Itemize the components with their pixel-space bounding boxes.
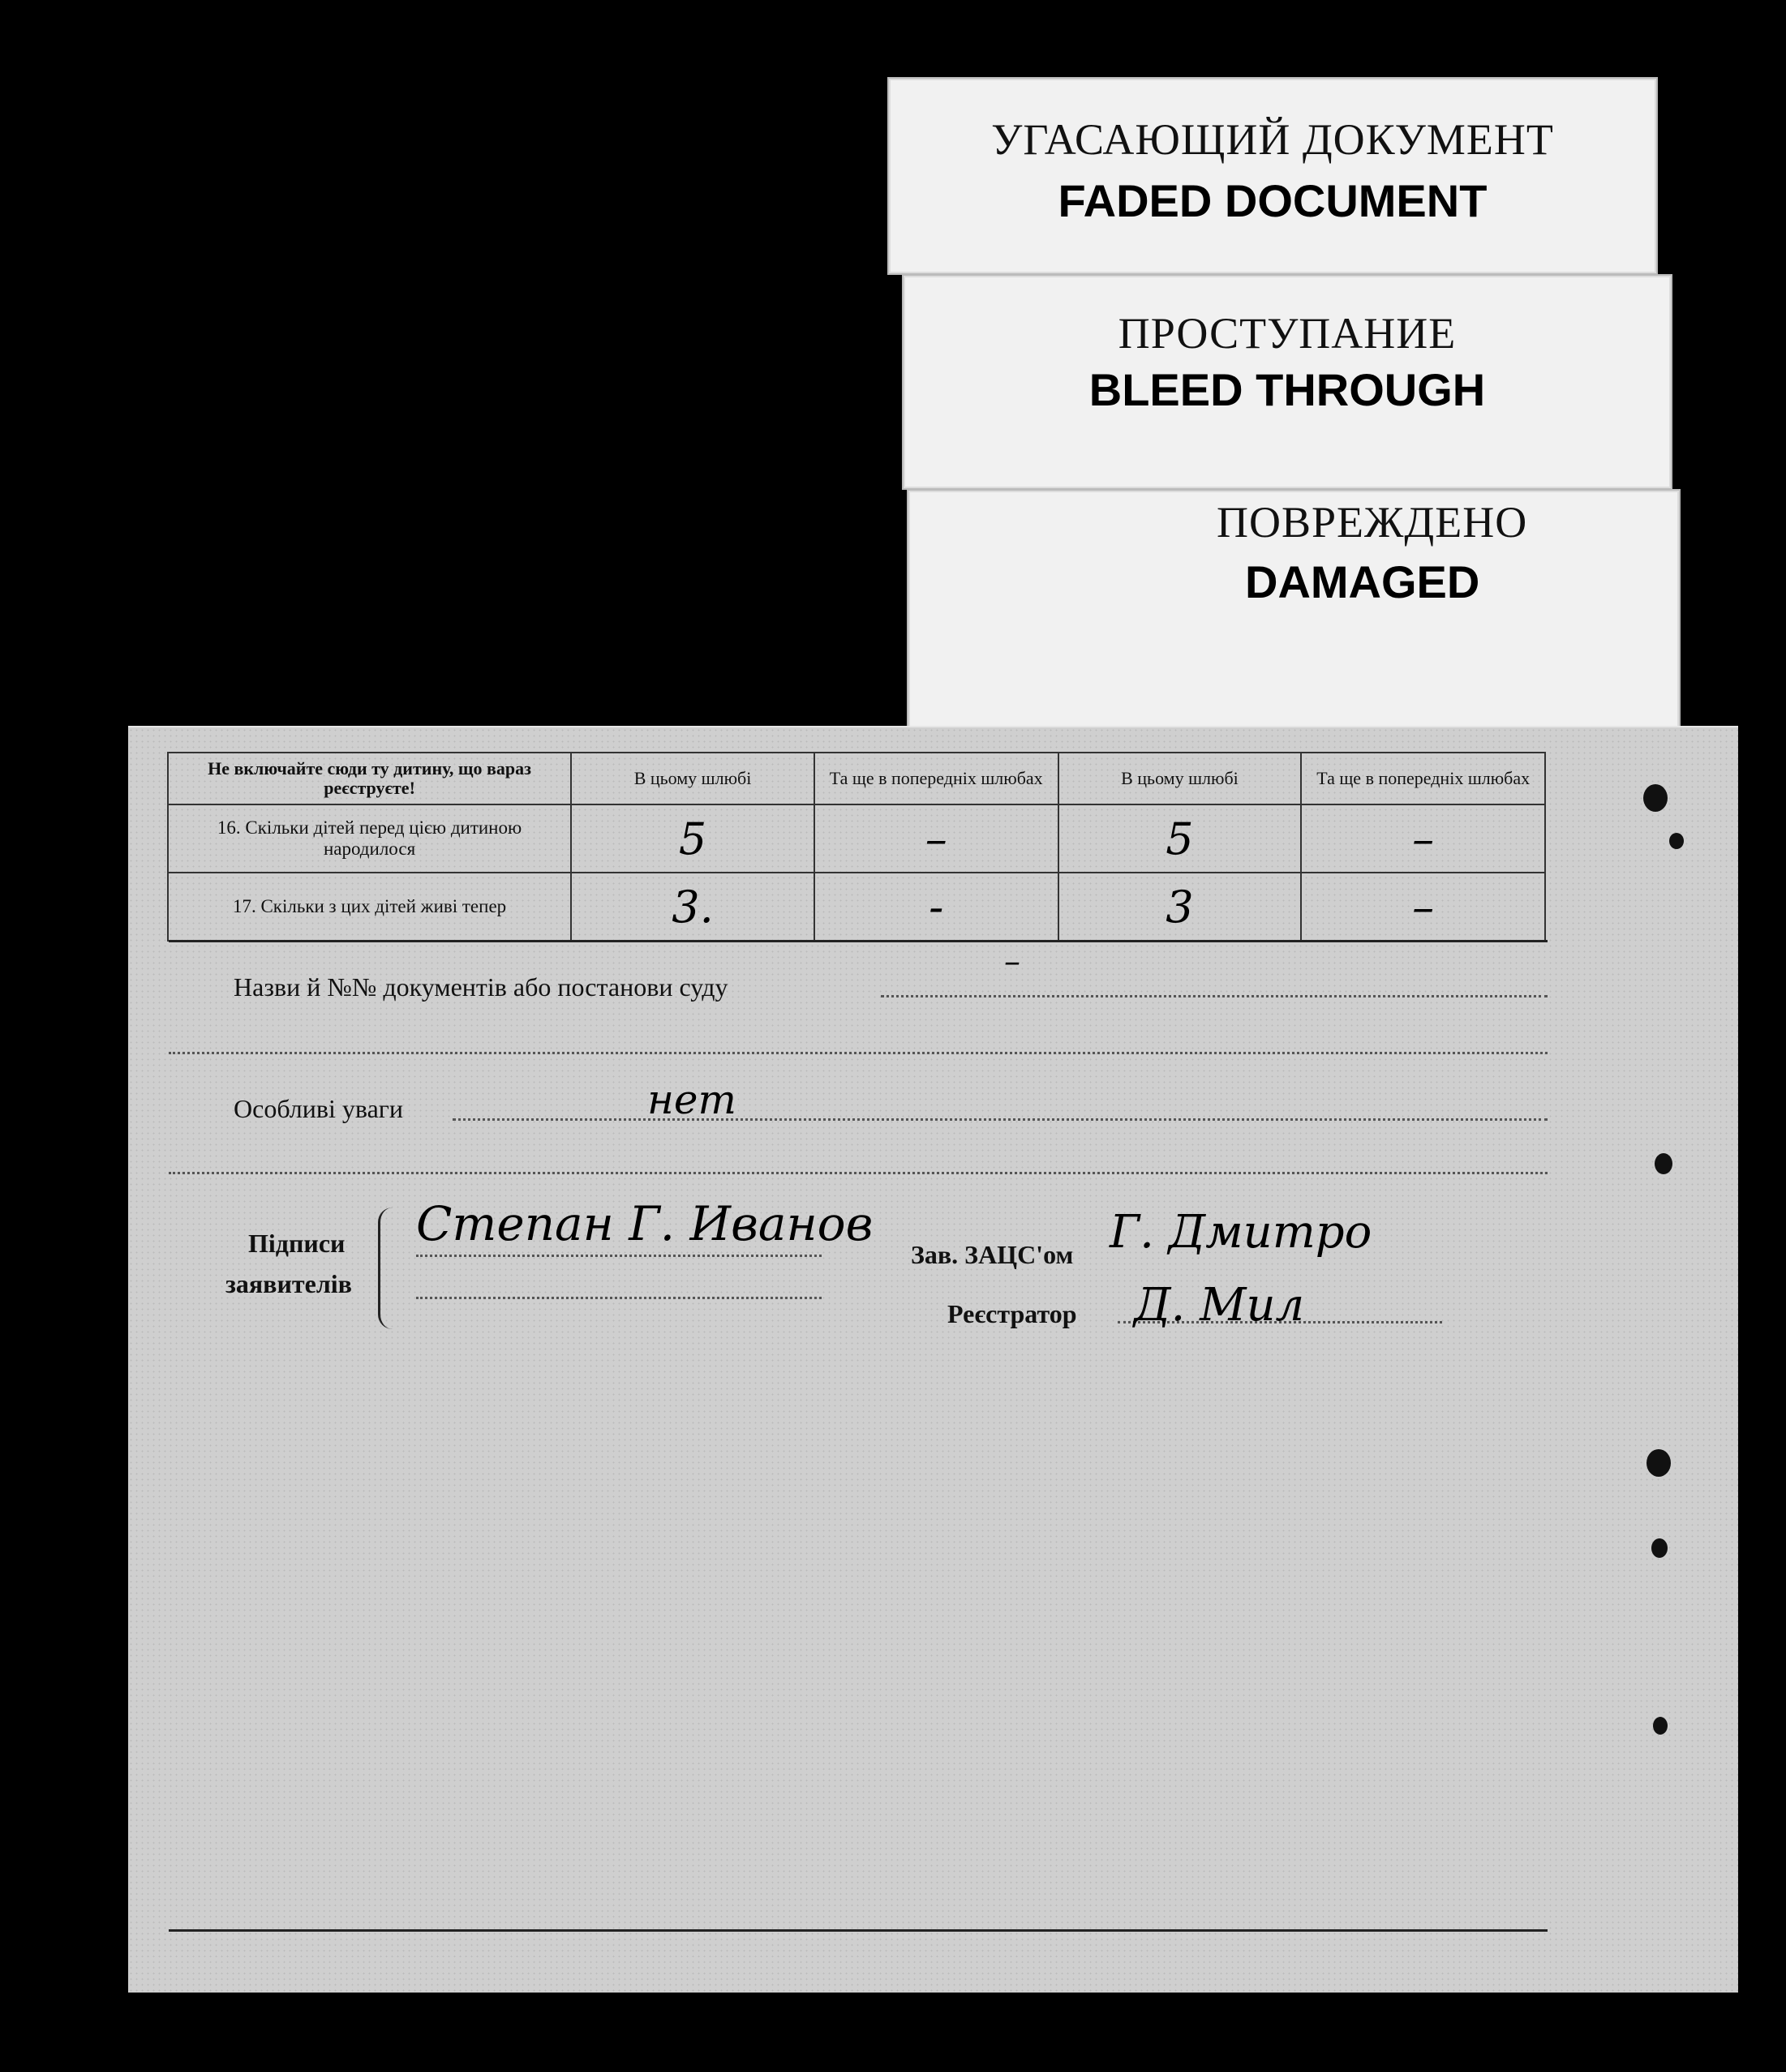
table-cell: –: [1301, 873, 1545, 941]
damaged-label-ru: ПОВРЕЖДЕНО: [1217, 498, 1528, 547]
punch-hole: [1655, 1153, 1672, 1174]
header-this-marriage: В цьому шлюбі: [571, 753, 814, 804]
dotted-line: [416, 1255, 822, 1257]
documents-value: –: [1004, 943, 1020, 980]
table-cell: 3.: [571, 873, 814, 941]
bracket: [378, 1208, 398, 1329]
notes-value: нет: [647, 1076, 736, 1123]
dotted-line: [416, 1297, 822, 1299]
dotted-line: [453, 1118, 1548, 1121]
table-row: [168, 804, 1545, 873]
applicants-label: заявителів: [225, 1269, 352, 1298]
table-cell: -: [814, 873, 1058, 941]
registrar-signature: Д. Мил: [1134, 1279, 1305, 1332]
row-label: 17. Скільки з цих дітей живі тепер: [168, 873, 571, 941]
bottom-rule: [169, 1929, 1548, 1932]
header-exclude-note: Не включайте сюди ту дитину, що вараз реєструєте!: [168, 753, 571, 804]
registrar-label: Реєстратор: [947, 1299, 1077, 1328]
faded-label-en: FADED DOCUMENT: [1058, 175, 1488, 226]
notes-label: Особливі уваги: [234, 1094, 404, 1123]
header-previous-marriages: Та ще в попередніх шлюбах: [814, 753, 1058, 804]
table-row: [168, 873, 1545, 941]
table-header-row: [168, 753, 1545, 804]
punch-hole: [1653, 1717, 1668, 1735]
header-previous-marriages: Та ще в попередніх шлюбах: [1301, 753, 1545, 804]
punch-hole: [1643, 784, 1668, 812]
children-count-table: [167, 752, 1546, 942]
row-label: 16. Скільки дітей перед цією дитиною народилося: [168, 804, 571, 873]
signatures-label: Підписи: [248, 1229, 346, 1258]
punch-hole: [1669, 833, 1684, 849]
table-cell: 3: [1058, 873, 1302, 941]
table-cell: –: [814, 804, 1058, 873]
dotted-line: [169, 1052, 1548, 1054]
section-divider: [169, 940, 1548, 942]
documents-label: Назви й №№ документів або постанови суду: [234, 972, 728, 1002]
bleed-label-en: BLEED THROUGH: [1088, 364, 1486, 415]
head-signature: Г. Дмитро: [1110, 1206, 1372, 1259]
damaged-label-en: DAMAGED: [1245, 556, 1480, 607]
applicant-signature: Степан Г. Иванов: [416, 1196, 874, 1251]
faded-document-label: [887, 77, 1658, 275]
table-cell: –: [1301, 804, 1545, 873]
punch-hole: [1651, 1538, 1668, 1558]
faded-label-ru: УГАСАЮЩИЙ ДОКУМЕНТ: [991, 115, 1554, 164]
head-label: Зав. ЗАЦС'ом: [911, 1240, 1074, 1269]
header-this-marriage: В цьому шлюбі: [1058, 753, 1302, 804]
punch-hole: [1646, 1449, 1671, 1477]
registry-form-sheet: [128, 726, 1738, 1993]
table-cell: 5: [1058, 804, 1302, 873]
damaged-label: [907, 489, 1681, 736]
dotted-line: [881, 995, 1548, 997]
bleed-through-label: [902, 274, 1672, 490]
table-cell: 5: [571, 804, 814, 873]
dotted-line: [169, 1172, 1548, 1174]
bleed-label-ru: ПРОСТУПАНИЕ: [1118, 309, 1457, 358]
